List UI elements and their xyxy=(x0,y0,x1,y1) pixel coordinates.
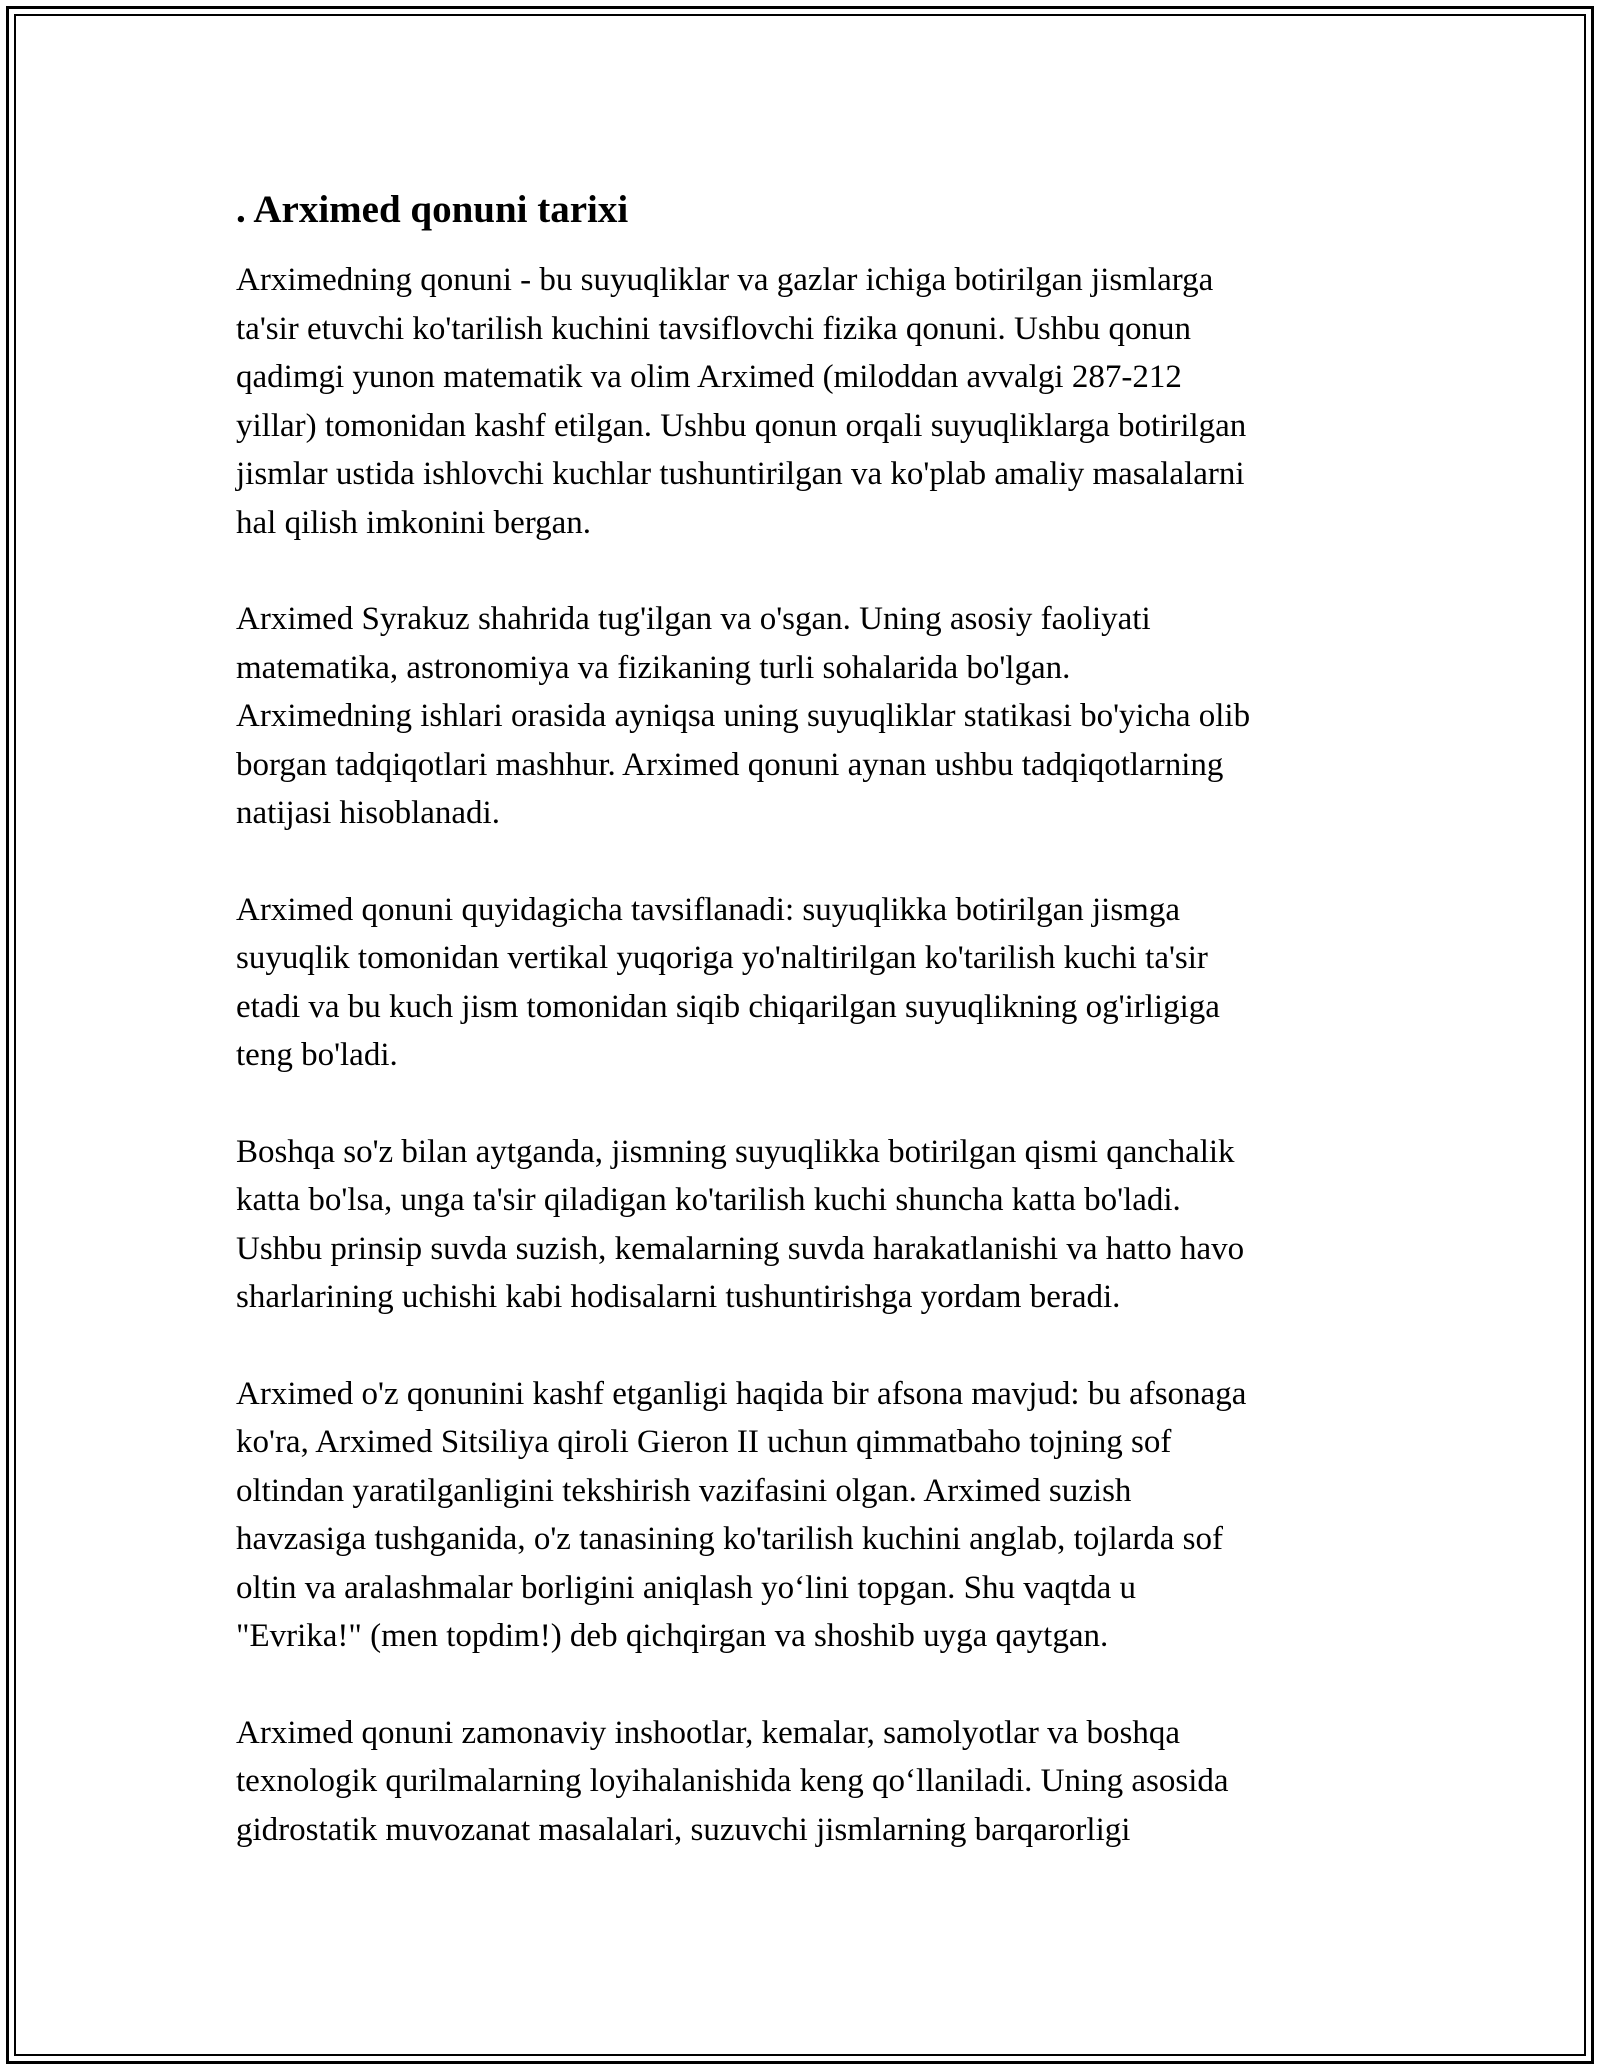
text-line: Arximedning qonuni - bu suyuqliklar va gazlar ichiga botirilgan jismlarga xyxy=(236,262,1214,298)
text-line: natijasi hisoblanadi. xyxy=(236,795,500,831)
text-line: Arximed qonuni quyidagicha tavsiflanadi: suyuqlikka botirilgan jismga xyxy=(236,891,1180,928)
text-line: Boshqa so'z bilan aytganda, jismning suyuqlikka botirilgan qismi qanchalik xyxy=(236,1133,1235,1170)
text-line: sharlarining uchishi kabi hodisalarni tushuntirishga yordam beradi. xyxy=(236,1279,1121,1315)
text-line: katta bo'lsa, unga ta'sir qiladigan ko'tarilish kuchi shuncha katta bo'ladi. xyxy=(236,1182,1181,1218)
document-body xyxy=(236,186,1366,1902)
paragraph xyxy=(236,256,1366,547)
paragraph xyxy=(236,886,1366,1080)
text-line: teng bo'ladi. xyxy=(236,1037,398,1073)
text-line: Arximed qonuni zamonaviy inshootlar, kemalar, samolyotlar va boshqa xyxy=(236,1714,1181,1751)
text-line: ko'ra, Arximed Sitsiliya qiroli Gieron II uchun qimmatbaho tojning sof xyxy=(236,1424,1172,1460)
text-line: oltin va aralashmalar borligini aniqlash yo‘lini topgan. Shu vaqtda u xyxy=(236,1569,1136,1606)
paragraph xyxy=(236,1709,1366,1855)
text-line: matematika, astronomiya va fizikaning turli sohalarida bo'lgan. xyxy=(236,649,1071,686)
document-title: . Arximed qonuni tarixi xyxy=(236,188,629,231)
text-line: oltindan yaratilganligini tekshirish vazifasini olgan. Arximed suzish xyxy=(236,1472,1132,1509)
text-line: hal qilish imkonini bergan. xyxy=(236,504,592,541)
text-line: suyuqlik tomonidan vertikal yuqoriga yo'naltirilgan ko'tarilish kuchi ta'sir xyxy=(236,940,1208,976)
text-line: havzasiga tushganida, o'z tanasining ko'tarilish kuchini anglab, tojlarda sof xyxy=(236,1521,1223,1557)
text-line: Arximedning ishlari orasida ayniqsa uning suyuqliklar statikasi bo'yicha olib xyxy=(236,698,1251,734)
text-line: etadi va bu kuch jism tomonidan siqib chiqarilgan suyuqlikning og'irligiga xyxy=(236,988,1220,1025)
text-line: Arximed Syrakuz shahrida tug'ilgan va o'sgan. Uning asosiy faoliyati xyxy=(236,601,1151,637)
paragraph xyxy=(236,1128,1366,1322)
paragraph xyxy=(236,595,1366,838)
text-line: borgan tadqiqotlari mashhur. Arximed qonuni aynan ushbu tadqiqotlarning xyxy=(236,746,1224,783)
text-line: gidrostatik muvozanat masalalari, suzuvchi jismlarning barqarorligi xyxy=(236,1811,1131,1848)
text-line: Ushbu prinsip suvda suzish, kemalarning suvda harakatlanishi va hatto havo xyxy=(236,1230,1245,1267)
paragraph xyxy=(236,1370,1366,1661)
text-line: yillar) tomonidan kashf etilgan. Ushbu qonun orqali suyuqliklarga botirilgan xyxy=(236,407,1247,444)
text-line: qadimgi yunon matematik va olim Arximed (miloddan avvalgi 287-212 xyxy=(236,359,1182,395)
text-line: "Evrika!" (men topdim!) deb qichqirgan va shoshib uyga qaytgan. xyxy=(236,1618,1109,1654)
text-line: ta'sir etuvchi ko'tarilish kuchini tavsiflovchi fizika qonuni. Ushbu qonun xyxy=(236,310,1191,347)
text-line: texnologik qurilmalarning loyihalanishida keng qo‘llaniladi. Uning asosida xyxy=(236,1763,1229,1799)
text-line: Arximed o'z qonunini kashf etganligi haqida bir afsona mavjud: bu afsonaga xyxy=(236,1375,1247,1412)
text-line: jismlar ustida ishlovchi kuchlar tushuntirilgan va ko'plab amaliy masalalarni xyxy=(236,456,1245,492)
